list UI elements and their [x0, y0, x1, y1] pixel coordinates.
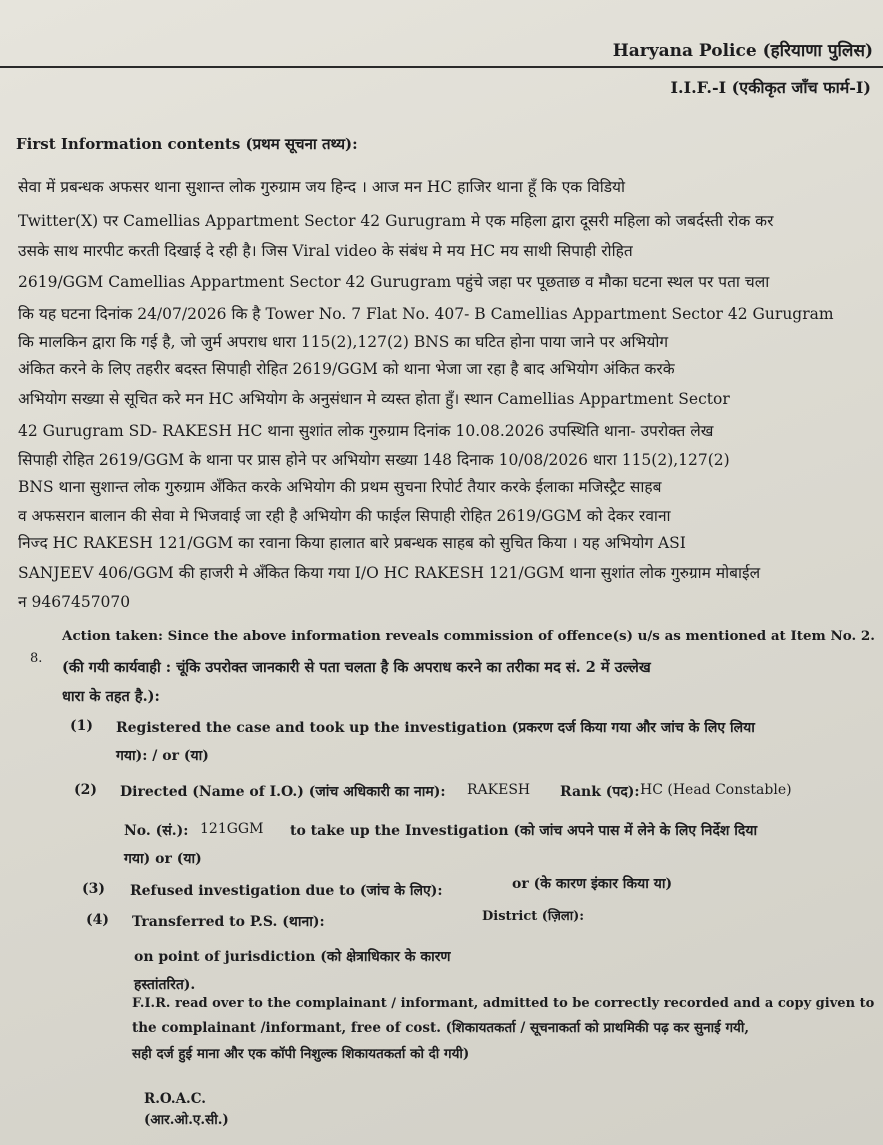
- item-number: (2): [74, 782, 97, 798]
- first-info-line: अभियोग सख्या से सूचित करे मन HC अभियोग के अनुसंधान मे व्यस्त होता हुँ। स्थान Camellias Appartment Sector: [18, 390, 730, 408]
- fir-readover-line: सही दर्ज हुई माना और एक कॉपी निशुल्क शिकायतकर्ता को दी गयी): [132, 1046, 470, 1062]
- rank-value: HC (Head Constable): [640, 782, 792, 798]
- action-taken-line: धारा के तहत है.):: [62, 688, 160, 705]
- first-info-line: सेवा में प्रबन्धक अफसर थाना सुशान्त लोक गुरुग्राम जय हिन्द । आज मन HC हाजिर थाना हूँ कि एक विडियो: [18, 178, 626, 196]
- header-divider: [0, 66, 883, 68]
- header-form-title: I.I.F.-I (एकीकृत जाँच फार्म-I): [670, 78, 871, 97]
- first-information-title: First Information contents (प्रथम सूचना तथ्य):: [16, 135, 358, 153]
- io-name: RAKESH: [467, 782, 531, 798]
- first-info-line: न 9467457070: [18, 593, 131, 611]
- first-info-line: कि मालकिन द्वारा कि गई है, जो जुर्म अपराध धारा 115(2),127(2) BNS का घटित होना पाया जाने पर अभियोग: [18, 333, 669, 351]
- header-police: Haryana Police (हरियाणा पुलिस): [612, 41, 873, 61]
- first-info-line: SANJEEV 406/GGM की हाजरी मे अँकित किया गया I/O HC RAKESH 121/GGM थाना सुशांत लोक गुरुग्राम मोबाईल: [18, 564, 761, 582]
- section-marker: 8.: [30, 651, 43, 666]
- first-info-line: BNS थाना सुशान्त लोक गुरुग्राम अँकित करके अभियोग की प्रथम सुचना रिपोर्ट तैयार करके ईलाका मजिस्ट्रैट साहब: [18, 478, 662, 496]
- refused-investigation-label: Refused investigation due to (जांच के लिए):: [130, 883, 443, 899]
- item-number: (1): [70, 718, 93, 734]
- first-info-line: कि यह घटना दिनांक 24/07/2026 कि है Tower No. 7 Flat No. 407- B Camellias Appartment Sector 42 Gurugram: [18, 305, 834, 323]
- action-taken-line: (की गयी कार्यवाही : चूंकि उपरोक्त जानकारी से पता चलता है कि अपराध करने का तरीका मद सं. 2 में उल्लेख: [62, 659, 651, 676]
- first-info-line: 2619/GGM Camellias Appartment Sector 42 Gurugram पहुंचे जहा पर पूछताछ व मौका घटना स्थल पर पता चला: [18, 273, 770, 291]
- first-info-line: Twitter(X) पर Camellias Appartment Sector 42 Gurugram मे एक महिला द्वारा दूसरी महिला को जबर्दस्ती रोक कर: [18, 212, 774, 230]
- rank-label: Rank (पद):: [560, 784, 640, 800]
- refused-investigation-or: or (के कारण इंकार किया या): [512, 876, 673, 892]
- roac-hindi: (आर.ओ.ए.सी.): [144, 1112, 229, 1128]
- action-taken-line: Action taken: Since the above information reveals commission of offence(s) u/s as mentioned at Item No. 2.: [62, 628, 875, 644]
- fir-readover-line: F.I.R. read over to the complainant / informant, admitted to be correctly recorded and a copy given to: [132, 996, 875, 1011]
- item-number: (3): [82, 881, 105, 897]
- io-number-value: 121GGM: [200, 821, 264, 837]
- first-info-line: उसके साथ मारपीट करती दिखाई दे रही है। जिस Viral video के संबंध मे मय HC मय साथी सिपाही रोहित: [18, 242, 633, 260]
- district-label: District (ज़िला):: [482, 909, 585, 924]
- take-up-investigation-or: गया) or (या): [124, 851, 202, 867]
- fir-readover-line: the complainant /informant, free of cost. (शिकायतकर्ता / सूचनाकर्ता को प्राथमिकी पढ़ कर सुनाई गयी,: [132, 1020, 750, 1036]
- item-registered-case-or: गया): / or (या): [116, 748, 209, 764]
- jurisdiction-line: हस्तांतरित).: [134, 977, 196, 993]
- io-number-label: No. (सं.):: [124, 823, 189, 839]
- first-info-line: व अफसरान बालान की सेवा मे भिजवाई जा रही है अभियोग की फाईल सिपाही रोहित 2619/GGM को देकर रवाना: [18, 507, 671, 525]
- first-info-line: अंकित करने के लिए तहरीर बदस्त सिपाही रोहित 2619/GGM को थाना भेजा जा रहा है बाद अभियोग अंकित करके: [18, 360, 675, 378]
- first-info-line: निज्द HC RAKESH 121/GGM का रवाना किया हालात बारे प्रबन्धक साहब को सुचित किया । यह अभियोग ASI: [18, 534, 686, 552]
- transferred-ps-label: Transferred to P.S. (थाना):: [132, 914, 325, 930]
- jurisdiction-line: on point of jurisdiction (को क्षेत्राधिकार के कारण: [134, 949, 451, 965]
- item-directed-label: Directed (Name of I.O.) (जांच अधिकारी का नाम):: [120, 784, 446, 800]
- item-number: (4): [86, 912, 109, 928]
- first-info-line: 42 Gurugram SD- RAKESH HC थाना सुशांत लोक गुरुग्राम दिनांक 10.08.2026 उपस्थिति थाना- उपरोक्त लेख: [18, 422, 714, 440]
- first-info-line: सिपाही रोहित 2619/GGM के थाना पर प्रास होने पर अभियोग सख्या 148 दिनाक 10/08/2026 धारा 115(2),127(2): [18, 451, 730, 469]
- take-up-investigation: to take up the Investigation (को जांच अपने पास में लेने के लिए निर्देश दिया: [290, 823, 758, 839]
- roac-label: R.O.A.C.: [144, 1091, 206, 1107]
- item-registered-case: Registered the case and took up the investigation (प्रकरण दर्ज किया गया और जांच के लिए लिया: [116, 720, 755, 736]
